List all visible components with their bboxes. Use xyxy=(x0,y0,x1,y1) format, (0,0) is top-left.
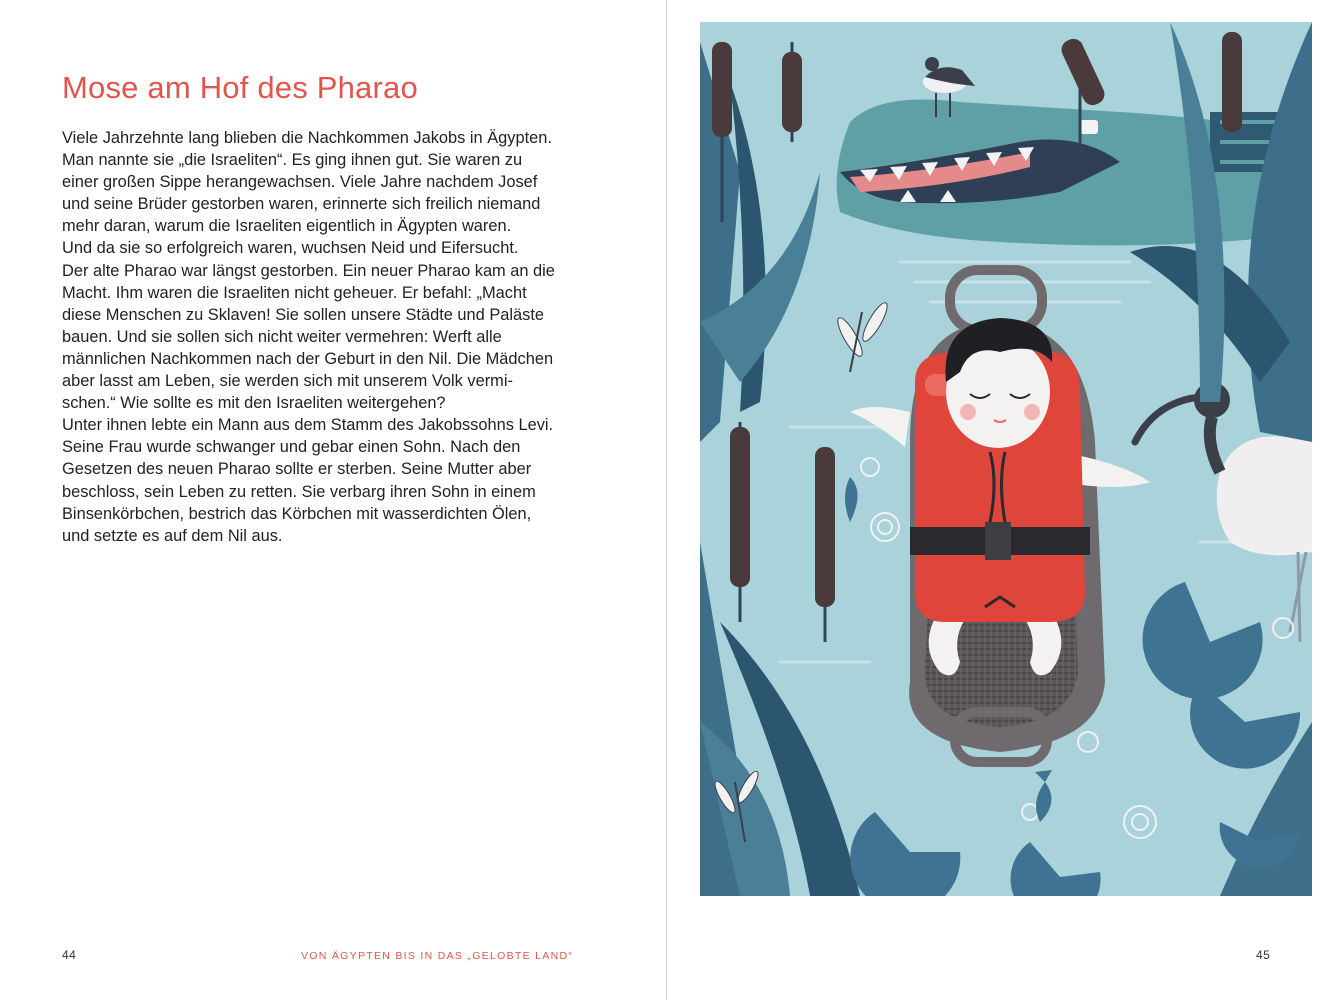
running-head: VON ÄGYPTEN BIS IN DAS „GELOBTE LAND“ xyxy=(301,950,574,962)
text-line: aber lasst am Leben, sie werden sich mit unserem Volk vermi- xyxy=(62,372,513,391)
text-line: mehr daran, warum die Israeliten eigentlich in Ägypten waren. xyxy=(62,217,512,236)
text-line: Gesetzen des neuen Pharao sollte er sterben. Seine Mutter aber xyxy=(62,460,532,479)
page-number-right: 45 xyxy=(1256,948,1271,962)
text-line: Und da sie so erfolgreich waren, wuchsen Neid und Eifersucht. xyxy=(62,239,519,258)
text-line: und setzte es auf dem Nil aus. xyxy=(62,526,283,545)
text-line: einer großen Sippe herangewachsen. Viele Jahre nachdem Josef xyxy=(62,173,538,192)
left-page xyxy=(0,0,666,1000)
text-line: und seine Brüder gestorben waren, erinnerte sich freilich niemand xyxy=(62,195,541,214)
text-line: Binsenkörbchen, bestrich das Körbchen mit wasserdichten Ölen, xyxy=(62,504,532,523)
page-number-left: 44 xyxy=(62,948,77,962)
body-text xyxy=(62,127,582,547)
text-line: Der alte Pharao war längst gestorben. Ein neuer Pharao kam an die xyxy=(62,261,555,280)
text-line: beschloss, sein Leben zu retten. Sie verbarg ihren Sohn in einem xyxy=(62,482,536,501)
baby-moses-basket-illustration xyxy=(700,22,1312,896)
text-line: Macht. Ihm waren die Israeliten nicht geheuer. Er befahl: „Macht xyxy=(62,283,527,302)
text-line: schen.“ Wie sollte es mit den Israeliten weitergehen? xyxy=(62,394,446,413)
text-line: männlichen Nachkommen nach der Geburt in den Nil. Die Mädchen xyxy=(62,349,554,368)
text-line: Man nannte sie „die Israeliten“. Es ging ihnen gut. Sie waren zu xyxy=(62,151,523,170)
text-line: bauen. Und sie sollen sich nicht weiter vermehren: Werft alle xyxy=(62,327,502,346)
chapter-title: Mose am Hof des Pharao xyxy=(62,70,418,105)
text-line: Unter ihnen lebte ein Mann aus dem Stamm des Jakobssohns Levi. xyxy=(62,416,554,435)
text-line: Seine Frau wurde schwanger und gebar einen Sohn. Nach den xyxy=(62,438,521,457)
text-line: Viele Jahrzehnte lang blieben die Nachkommen Jakobs in Ägypten. xyxy=(62,129,552,147)
text-line: diese Menschen zu Sklaven! Sie sollen unsere Städte und Paläste xyxy=(62,305,545,324)
